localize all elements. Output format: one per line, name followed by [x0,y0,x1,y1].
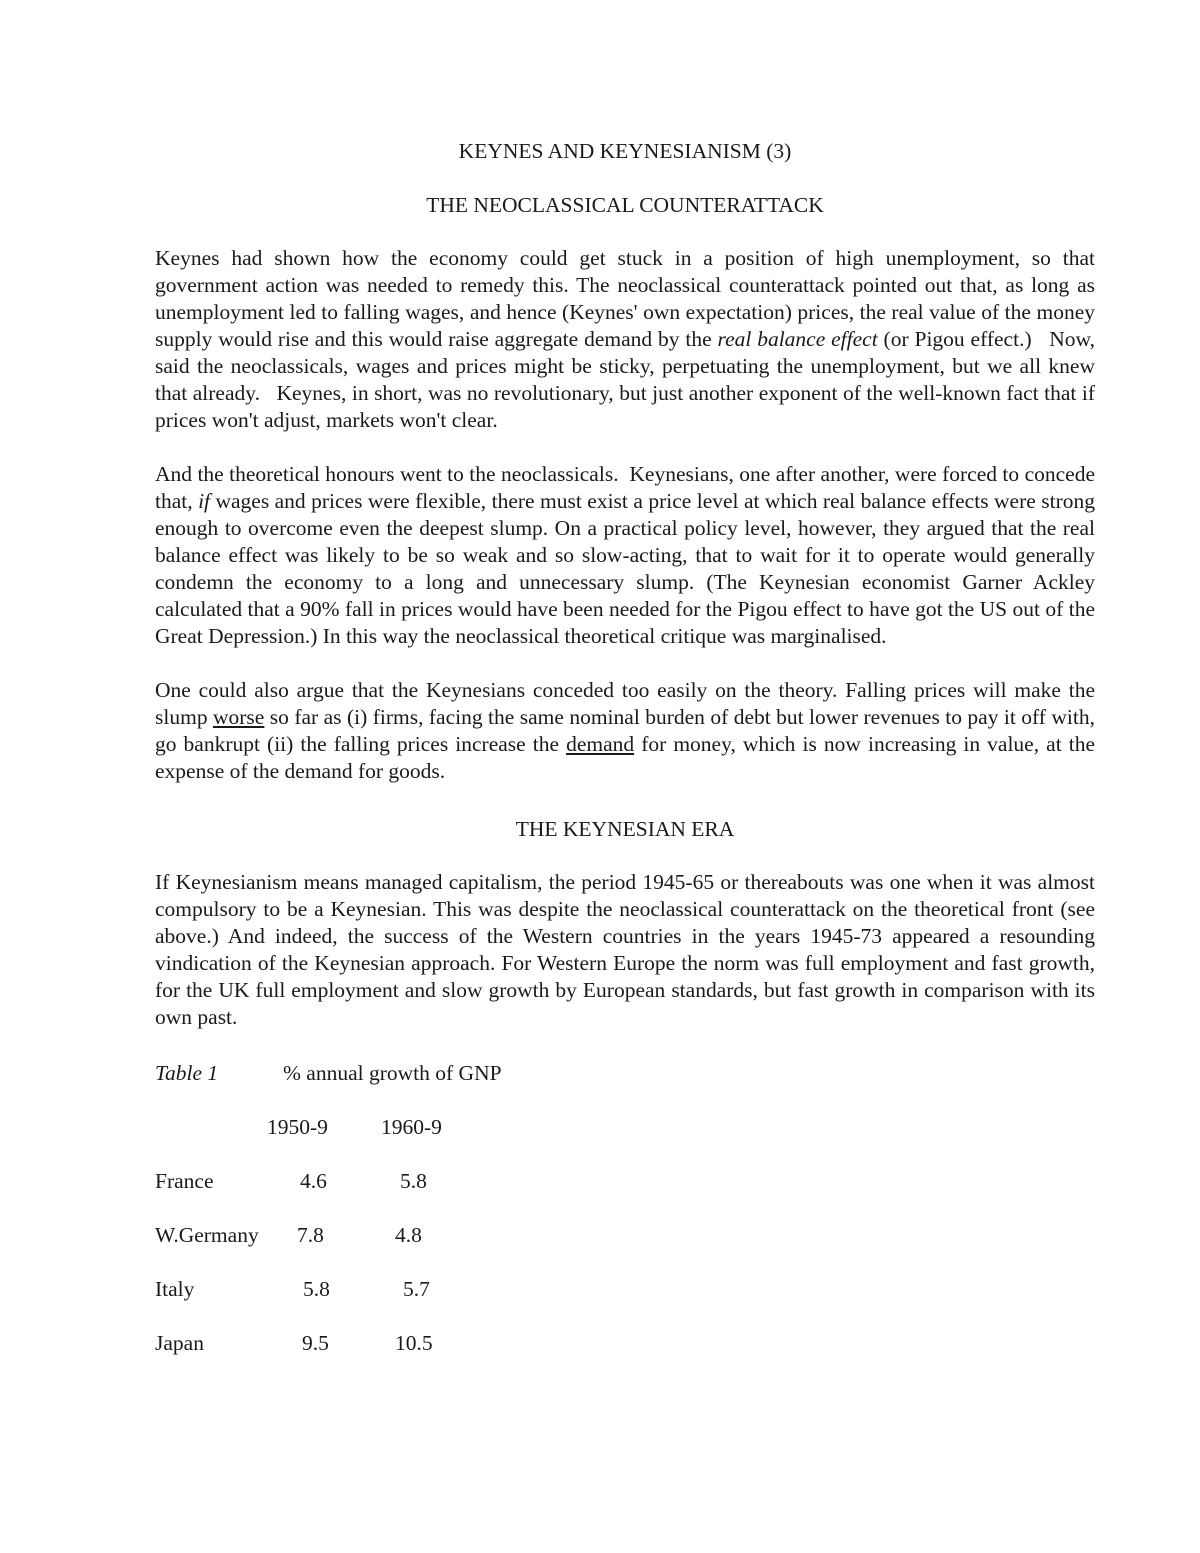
paragraph-3-underline-demand: demand [566,732,635,756]
table-cell-value: 10.5 [395,1331,433,1355]
section-heading-counterattack: THE NEOCLASSICAL COUNTERATTACK [426,193,824,217]
paragraph-1-text-b: (or Pigou effect.) Now, said the neoclassicals, wages and prices might be sticky, perpetuating the unemployment, but we all knew that already. Keynes, in short, was no revolutionary, but just another exponent of the well-known fact that if prices won't adjust, markets won't clear. [155,327,1101,432]
table-cell-value: 9.5 [302,1331,329,1355]
section-heading-keynesian-era: THE KEYNESIAN ERA [515,817,735,841]
column-header: 1960-9 [381,1115,442,1139]
table-row [155,1221,1095,1249]
table-cell-value: 5.8 [400,1169,427,1193]
table-caption [155,1059,1095,1087]
document-page [155,133,1101,1357]
table-cell-value: 5.8 [303,1277,330,1301]
paragraph-2-text-a: And the theoretical honours went to the neoclassicals. Keynesians, one after another, were forced to concede that, [155,462,1101,513]
paragraph-3-text-a: One could also argue that the Keynesians conceded too easily on the theory. Falling prices will make the slump [155,678,1095,729]
paragraph-4: If Keynesianism means managed capitalism, the period 1945-65 or thereabouts was one when it was almost compulsory to be a Keynesian. This was despite the neoclassical counterattack on the theoretical front (see above.) And indeed, the success of the Western countries in the years 1945-73 appeared a resounding vindication of the Keynesian approach. For Western Europe the norm was full employment and fast growth, for the UK full employment and slow growth by European standards, but fast growth in comparison with its own past. [155,870,1095,1029]
paragraph-3-text-c: for money, which is now increasing in value, at the expense of the demand for goods. [155,732,1095,783]
paragraph-2-text-b: wages and prices were flexible, there must exist a price level at which real balance effects were strong enough to overcome even the deepest slump. On a practical policy level, however, they argued that the real balance effect was likely to be so weak and so slow-acting, that to wait for it to operate would generally condemn the economy to a long and unnecessary slump. (The Keynesian economist Garner Ackley calculated that a 90% fall in prices would have been needed for the Pigou effect to have got the US out of the Great Depression.) In this way the neoclassical theoretical critique was marginalised. [155,489,1095,648]
table-cell-value: 5.7 [403,1277,430,1301]
table-cell-country: Italy [155,1277,195,1301]
paragraph-3-text-b: so far as (i) firms, facing the same nominal burden of debt but lower revenues to pay it off with, go bankrupt (ii) the falling prices increase the [155,705,1095,756]
table-row [155,1329,1095,1357]
table-cell-value: 4.6 [300,1169,327,1193]
table-cell-country: France [155,1169,214,1193]
paragraph-3-underline-worse: worse [213,705,265,729]
paragraph-3 [155,677,1095,785]
table-row [155,1167,1095,1195]
column-header: 1950-9 [267,1115,328,1139]
document-title: KEYNES AND KEYNESIANISM (3) [458,139,792,163]
table-cell-country: W.Germany [155,1223,259,1247]
paragraph-1 [155,245,1101,434]
paragraph-2 [155,461,1101,650]
paragraph-1-text-a: Keynes had shown how the economy could get stuck in a position of high unemployment, so that government action was needed to remedy this. The neoclassical counterattack pointed out that, as long as unemployment led to falling wages, and hence (Keynes' own expectation) prices, the real value of the money supply would rise and this would raise aggregate demand by the [155,246,1095,351]
table-description: % annual growth of GNP [283,1061,502,1085]
table-cell-value: 7.8 [297,1223,324,1247]
table-row [155,1275,1095,1303]
paragraph-2-emphasis: if [198,489,211,513]
table-cell-value: 4.8 [395,1223,422,1247]
table-header-row [155,1113,1095,1141]
paragraph-1-emphasis: real balance effect [717,327,878,351]
table-cell-country: Japan [155,1331,204,1355]
table-label: Table 1 [155,1061,219,1085]
